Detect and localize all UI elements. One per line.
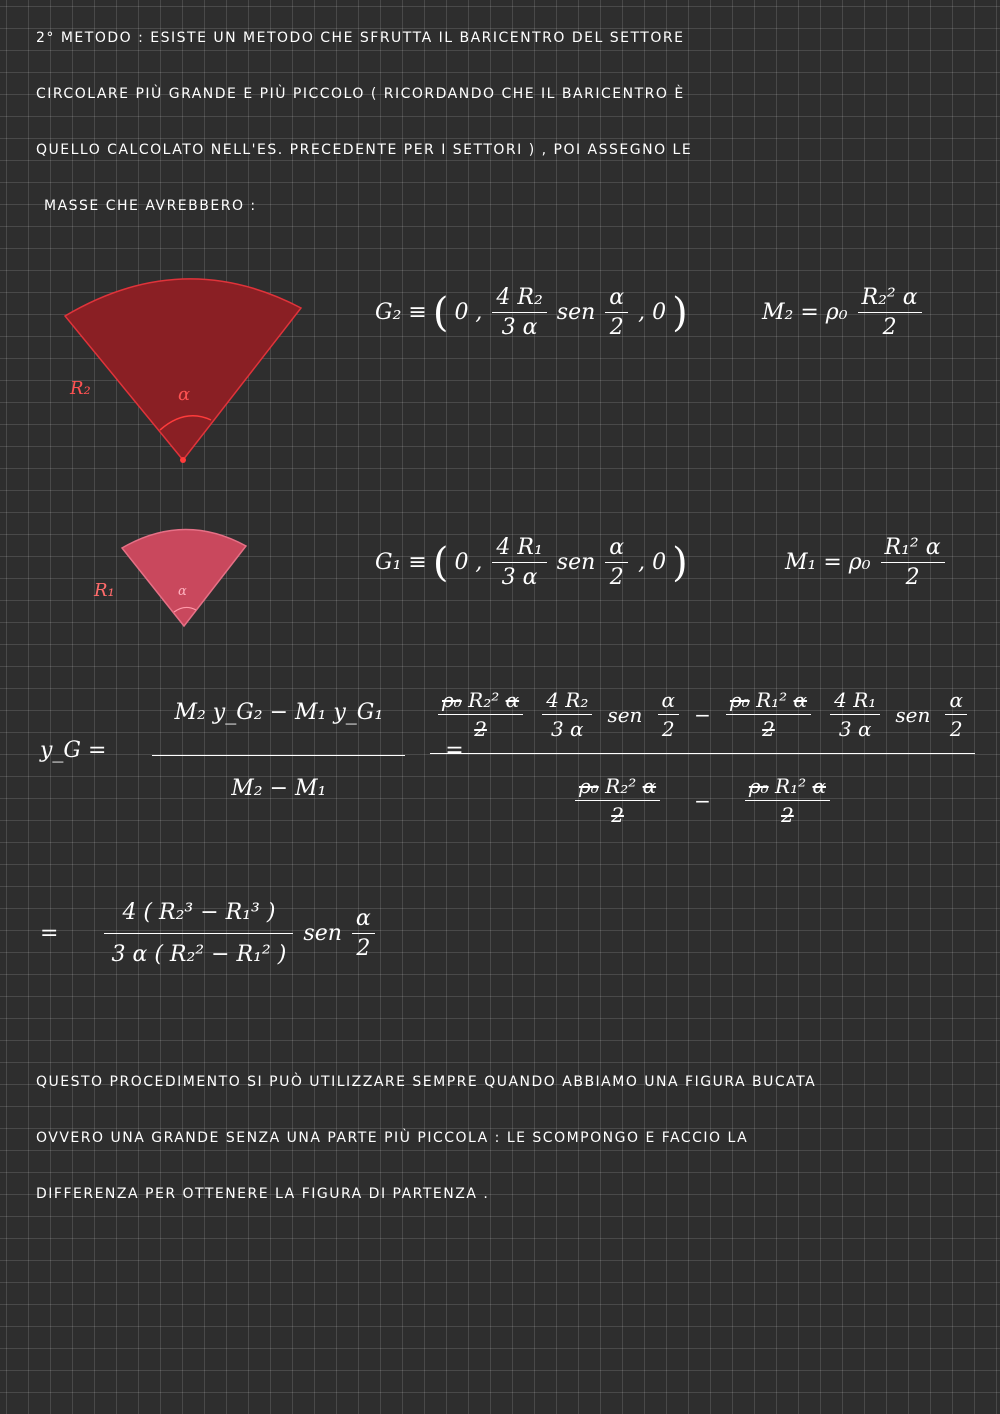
small-sector-radius-label: R₁ bbox=[94, 580, 115, 601]
equals-sign: = bbox=[40, 921, 59, 946]
coord-zero: 0 , bbox=[454, 550, 483, 575]
small-sector-angle-label: α bbox=[178, 584, 187, 599]
result-sen: sen bbox=[303, 921, 342, 946]
m2-equation bbox=[762, 285, 926, 340]
equals-sign: = bbox=[445, 738, 464, 763]
m1-equation bbox=[785, 535, 949, 590]
m2-fraction bbox=[858, 285, 922, 340]
outro-line-3: DIFFERENZA PER OTTENERE LA FIGURA DI PARTENZA . bbox=[36, 1186, 490, 1202]
coord-zero: 0 , bbox=[454, 300, 483, 325]
g2-sen-fraction bbox=[605, 285, 628, 340]
g1-denominator: 3 α bbox=[501, 565, 538, 590]
g2-fraction bbox=[492, 285, 546, 340]
g1-equation bbox=[375, 535, 688, 590]
result-denominator: 3 α ( R₂² − R₁² ) bbox=[111, 942, 287, 967]
m1-term: $\frac{\text{ρ₀ R₁² α}}{2}$ bbox=[726, 688, 811, 741]
g1-term: $\frac{\text{4 R₁}}{3 \alpha}$ bbox=[830, 688, 880, 741]
g2-lhs: G₂ ≡ bbox=[375, 300, 427, 325]
outro-line-1: QUESTO PROCEDIMENTO SI PUÒ UTILIZZARE SEMPRE QUANDO ABBIAMO UNA FIGURA BUCATA bbox=[36, 1074, 817, 1090]
result-sen-fraction bbox=[352, 906, 375, 961]
intro-line-4: MASSE CHE AVREBBERO : bbox=[44, 198, 257, 214]
paren-open: ( bbox=[432, 539, 449, 586]
coord-zero: , 0 bbox=[638, 300, 667, 325]
large-sector-shape bbox=[65, 279, 301, 460]
paren-close: ) bbox=[672, 539, 688, 586]
sen-term: $\frac{\alpha}{2}$ bbox=[945, 688, 967, 741]
m1-numerator: R₁² α bbox=[881, 535, 945, 563]
g1-sen-numerator: α bbox=[605, 535, 628, 563]
large-sector-diagram bbox=[55, 268, 315, 478]
expanded-denominator: $\frac{\text{ρ₀ R₂² α}}{2}$ − $\frac{\text{ρ₀ R₁² α}}{2}$ bbox=[430, 774, 975, 827]
g2-equation bbox=[375, 285, 688, 340]
g1-lhs: G₁ ≡ bbox=[375, 550, 427, 575]
intro-line-3: QUELLO CALCOLATO NELL'ES. PRECEDENTE PER I SETTORI ) , POI ASSEGNO LE bbox=[36, 142, 693, 158]
g2-sen-numerator: α bbox=[605, 285, 628, 313]
yg-numerator: M₂ y_G₂ − M₁ y_G₁ bbox=[152, 700, 405, 756]
g1-sen: sen bbox=[556, 550, 596, 575]
m1-lhs: M₁ = ρ₀ bbox=[785, 550, 871, 575]
m2-numerator: R₂² α bbox=[858, 285, 922, 313]
result-sen-denominator: 2 bbox=[356, 936, 371, 961]
g2-sen: sen bbox=[556, 300, 596, 325]
yg-definition bbox=[40, 700, 464, 801]
g2-denominator: 3 α bbox=[501, 315, 538, 340]
m2-denominator: 2 bbox=[882, 315, 897, 340]
result-numerator: 4 ( R₂³ − R₁³ ) bbox=[104, 900, 293, 934]
g1-numerator: 4 R₁ bbox=[492, 535, 546, 563]
coord-zero: , 0 bbox=[638, 550, 667, 575]
m2-term: $\frac{\text{ρ₀ R₂² α}}{2}$ bbox=[438, 688, 523, 741]
g1-sen-denominator: 2 bbox=[609, 565, 624, 590]
result-fraction bbox=[104, 900, 293, 967]
g1-sen-fraction bbox=[605, 535, 628, 590]
sen-term: $\frac{\alpha}{2}$ bbox=[658, 688, 680, 741]
final-result bbox=[40, 900, 379, 967]
small-sector-shape bbox=[122, 529, 246, 626]
expanded-numerator: $\frac{\text{ρ₀ R₂² α}}{2}$ $\frac{\text{4 R₂}}{3 \alpha}$ sen $\frac{\alpha}{2}$ − $\frac{\text{ρ₀ R₁² α}}{2}$ $\frac{\text{4 R₁}}{3 \alpha}$ sen $\frac{\alpha}{2}$ bbox=[430, 688, 975, 741]
main-fraction-bar bbox=[430, 753, 975, 754]
large-sector-radius-label: R₂ bbox=[70, 378, 91, 399]
large-sector-center-point bbox=[180, 457, 186, 463]
m1-denominator: 2 bbox=[905, 565, 920, 590]
paren-close: ) bbox=[672, 289, 688, 336]
small-sector-diagram bbox=[118, 518, 252, 633]
g2-sen-denominator: 2 bbox=[609, 315, 624, 340]
large-sector-angle-label: α bbox=[178, 384, 191, 405]
g2-term: $\frac{\text{4 R₂}}{3 \alpha}$ bbox=[542, 688, 592, 741]
m1-fraction bbox=[881, 535, 945, 590]
m2-lhs: M₂ = ρ₀ bbox=[762, 300, 848, 325]
paren-open: ( bbox=[432, 289, 449, 336]
intro-line-2: CIRCOLARE PIÙ GRANDE E PIÙ PICCOLO ( RICORDANDO CHE IL BARICENTRO È bbox=[36, 86, 685, 102]
intro-line-1: 2° METODO : ESISTE UN METODO CHE SFRUTTA IL BARICENTRO DEL SETTORE bbox=[36, 30, 685, 46]
outro-line-2: OVVERO UNA GRANDE SENZA UNA PARTE PIÙ PICCOLA : LE SCOMPONGO E FACCIO LA bbox=[36, 1130, 749, 1146]
expanded-fraction bbox=[430, 688, 975, 827]
yg-fraction bbox=[152, 700, 405, 801]
result-sen-numerator: α bbox=[352, 906, 375, 934]
yg-denominator: M₂ − M₁ bbox=[231, 776, 327, 801]
yg-lhs: y_G = bbox=[40, 738, 107, 763]
g1-fraction bbox=[492, 535, 546, 590]
g2-numerator: 4 R₂ bbox=[492, 285, 546, 313]
